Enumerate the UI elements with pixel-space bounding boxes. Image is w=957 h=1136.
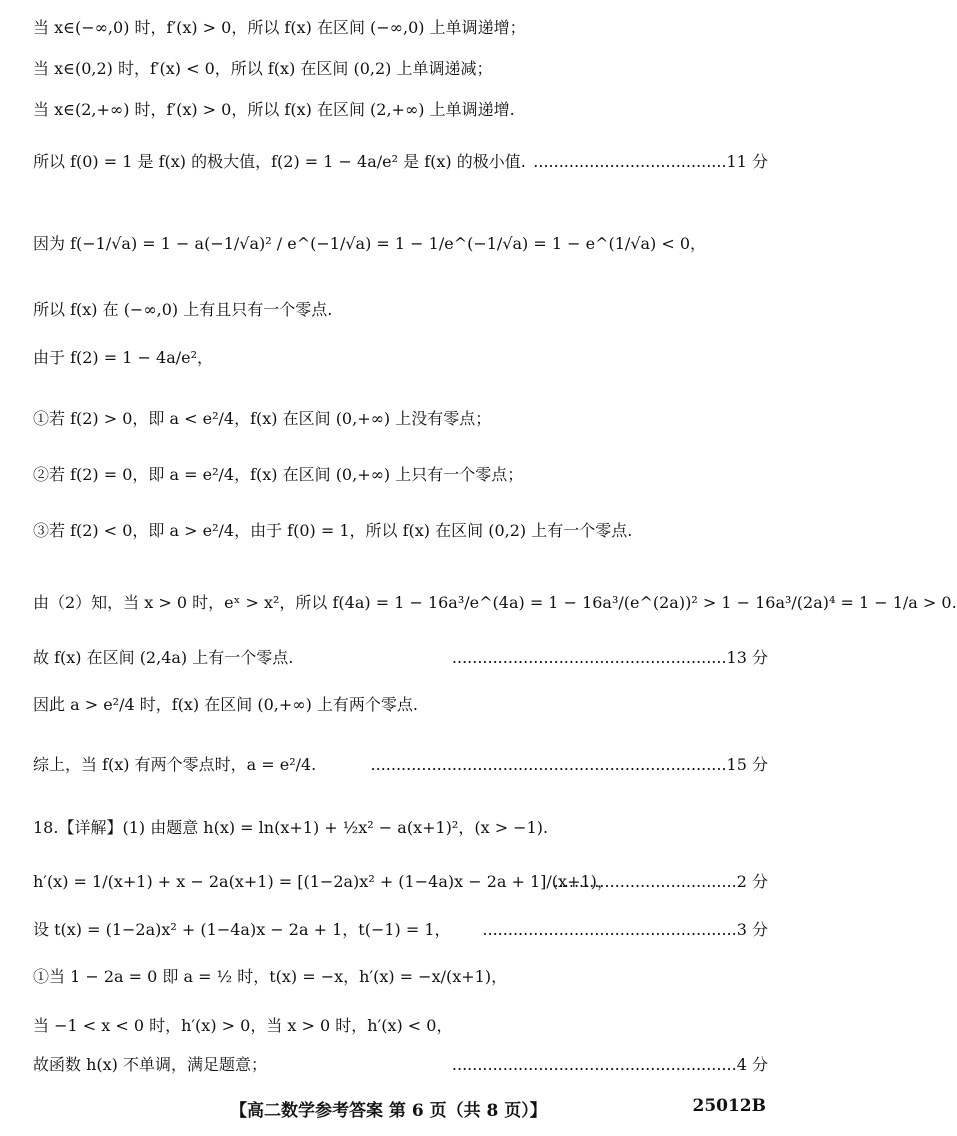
score-marker: ........................................................4 分: [451, 1055, 768, 1074]
answer-line: 故 f(x) 在区间 (2,4a) 上有一个零点.: [33, 648, 294, 667]
score-marker: ......................................11 分: [533, 152, 768, 171]
answer-line: ①当 1 − 2a = 0 即 a = ½ 时，t(x) = −x，h′(x) = −x/(x+1)，: [33, 967, 508, 986]
page-footer: 【高二数学参考答案 第 6 页（共 8 页）】: [230, 1101, 547, 1121]
answer-line: 故函数 h(x) 不单调，满足题意；: [33, 1055, 267, 1074]
answer-line: h′(x) = 1/(x+1) + x − 2a(x+1) = [(1−2a)x² + (1−4a)x − 2a + 1]/(x+1)，: [33, 872, 613, 891]
answer-line: 当 −1 < x < 0 时，h′(x) > 0，当 x > 0 时，h′(x) < 0，: [33, 1016, 453, 1035]
answer-line: ③若 f(2) < 0，即 a > e²/4，由于 f(0) = 1，所以 f(x) 在区间 (0,2) 上有一个零点.: [33, 521, 633, 540]
answer-line: ②若 f(2) = 0，即 a = e²/4，f(x) 在区间 (0,+∞) 上只有一个零点；: [33, 465, 524, 484]
answer-line: ①若 f(2) > 0，即 a < e²/4，f(x) 在区间 (0,+∞) 上没有零点；: [33, 409, 492, 428]
answer-line: 设 t(x) = (1−2a)x² + (1−4a)x − 2a + 1，t(−1) = 1，: [33, 920, 451, 939]
answer-line: 18.【详解】(1) 由题意 h(x) = ln(x+1) + ½x² − a(x+1)²，(x > −1).: [33, 818, 549, 837]
answer-line: 所以 f(x) 在 (−∞,0) 上有且只有一个零点.: [33, 300, 333, 319]
score-marker: ....................................2 分: [553, 872, 768, 891]
document-code: 25012B: [692, 1096, 766, 1116]
answer-line: 当 x∈(−∞,0) 时，f′(x) > 0，所以 f(x) 在区间 (−∞,0) 上单调递增；: [33, 18, 526, 37]
score-marker: ......................................................13 分: [451, 648, 768, 667]
answer-line: 由（2）知，当 x > 0 时，eˣ > x²，所以 f(4a) = 1 − 16a³/e^(4a) = 1 − 16a³/(e^(2a))² > 1 − 16a³/(2a)⁴ = 1 − 1/a > 0.: [33, 593, 957, 612]
answer-line: 当 x∈(0,2) 时，f′(x) < 0，所以 f(x) 在区间 (0,2) 上单调递减；: [33, 59, 493, 78]
score-marker: ......................................................................15 分: [370, 755, 768, 774]
answer-line: 所以 f(0) = 1 是 f(x) 的极大值，f(2) = 1 − 4a/e² 是 f(x) 的极小值.: [33, 152, 526, 171]
answer-line: 因此 a > e²/4 时，f(x) 在区间 (0,+∞) 上有两个零点.: [33, 695, 419, 714]
answer-line: 由于 f(2) = 1 − 4a/e²，: [33, 348, 214, 367]
score-marker: ..................................................3 分: [482, 920, 768, 939]
answer-line: 当 x∈(2,+∞) 时，f′(x) > 0，所以 f(x) 在区间 (2,+∞) 上单调递增.: [33, 100, 515, 119]
answer-line: 综上，当 f(x) 有两个零点时，a = e²/4.: [33, 755, 317, 774]
answer-line: 因为 f(−1/√a) = 1 − a(−1/√a)² / e^(−1/√a) = 1 − 1/e^(−1/√a) = 1 − e^(1/√a) < 0，: [33, 234, 707, 253]
